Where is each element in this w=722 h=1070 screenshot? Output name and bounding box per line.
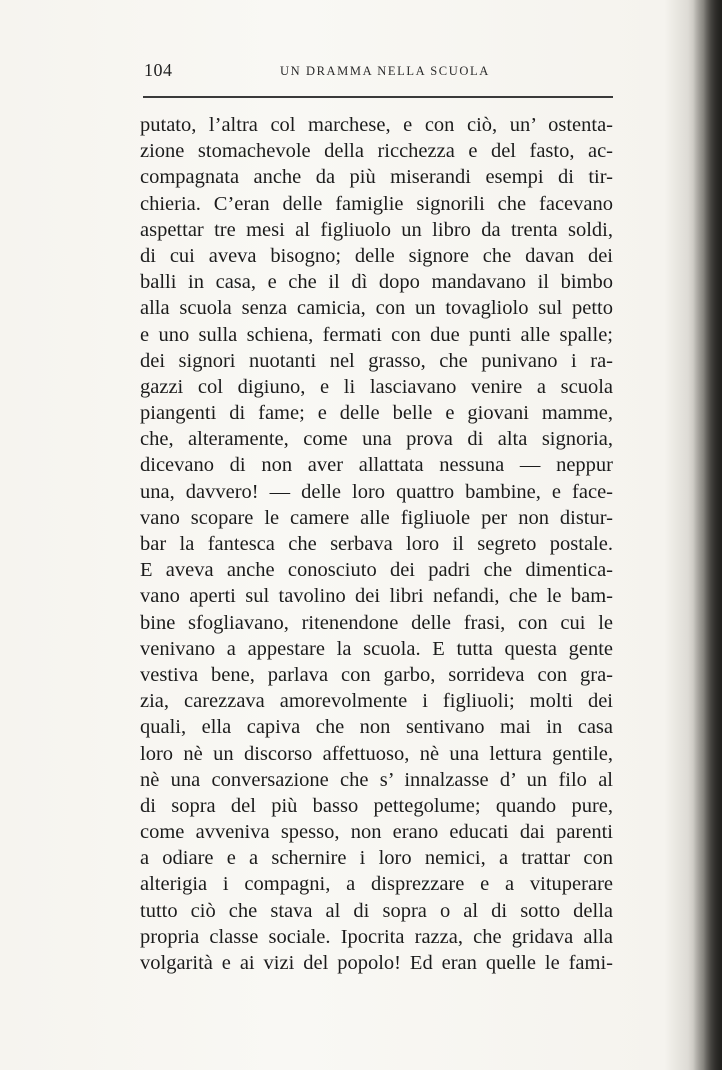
- text-line: dicevano di non aver allattata nessuna — neppur: [140, 454, 613, 477]
- text-line: chieria. C’eran delle famiglie signorili che facevano: [140, 192, 613, 215]
- text-line: piangenti di fame; e delle belle e giovani mamme,: [140, 402, 613, 425]
- page-header: [140, 58, 612, 88]
- text-line: che, alteramente, come una prova di alta signoria,: [140, 428, 613, 451]
- text-line: a odiare e a schernire i loro nemici, a trattar con: [140, 847, 613, 870]
- text-line: vano aperti sul tavolino dei libri nefandi, che le bam-: [140, 585, 613, 608]
- text-line: zione stomachevole della ricchezza e del fasto, ac-: [140, 140, 613, 163]
- text-line: di sopra del più basso pettegolume; quando pure,: [140, 794, 613, 817]
- text-line: zia, carezzava amorevolmente i figliuoli; molti dei: [140, 690, 613, 713]
- page-number: 104: [144, 60, 173, 80]
- text-line: dei signori nuotanti nel grasso, che punivano i ra-: [140, 349, 613, 372]
- text-line: vano scopare le camere alle figliuole per non distur-: [140, 506, 613, 529]
- text-line: volgarità e ai vizi del popolo! Ed eran quelle le fami-: [140, 952, 613, 974]
- text-line: tutto ciò che stava al di sopra o al di sotto della: [140, 899, 613, 922]
- text-line: putato, l’altra col marchese, e con ciò, un’ ostenta-: [140, 114, 613, 136]
- text-line: balli in casa, e che il dì dopo mandavano il bimbo: [140, 271, 613, 294]
- text-line: venivano a appestare la scuola. E tutta questa gente: [140, 637, 613, 660]
- text-line: gazzi col digiuno, e li lasciavano venire a scuola: [140, 375, 613, 398]
- text-line: quali, ella capiva che non sentivano mai in casa: [140, 716, 613, 739]
- running-title: UN DRAMMA NELLA SCUOLA: [280, 64, 490, 78]
- text-line: bar la fantesca che serbava loro il segreto postale.: [140, 533, 613, 555]
- body-text: [140, 112, 613, 976]
- text-line: E aveva anche conosciuto dei padri che dimentica-: [140, 559, 613, 582]
- text-line: propria classe sociale. Ipocrita razza, che gridava alla: [140, 925, 613, 948]
- text-line: alterigia i compagni, a disprezzare e a vituperare: [140, 873, 613, 896]
- text-line: vestiva bene, parlava con garbo, sorrideva con gra-: [140, 663, 613, 686]
- header-rule: [143, 96, 613, 98]
- text-line: alla scuola senza camicia, con un tovagliolo sul petto: [140, 297, 613, 320]
- text-line: una, davvero! — delle loro quattro bambine, e face-: [140, 480, 613, 503]
- text-line: compagnata anche da più miserandi esempi di tir-: [140, 166, 613, 189]
- text-line: aspettar tre mesi al figliuolo un libro da trenta soldi,: [140, 218, 613, 241]
- text-line: bine sfogliavano, ritenendone delle frasi, con cui le: [140, 611, 613, 634]
- text-line: nè una conversazione che s’ innalzasse d’ un filo al: [140, 768, 613, 791]
- book-spine-shadow: [688, 0, 722, 1070]
- text-line: e uno sulla schiena, fermati con due punti alle spalle;: [140, 323, 613, 346]
- text-line: di cui aveva bisogno; delle signore che davan dei: [140, 244, 613, 267]
- text-line: loro nè un discorso affettuoso, nè una lettura gentile,: [140, 742, 613, 765]
- text-line: come avveniva spesso, non erano educati dai parenti: [140, 821, 613, 844]
